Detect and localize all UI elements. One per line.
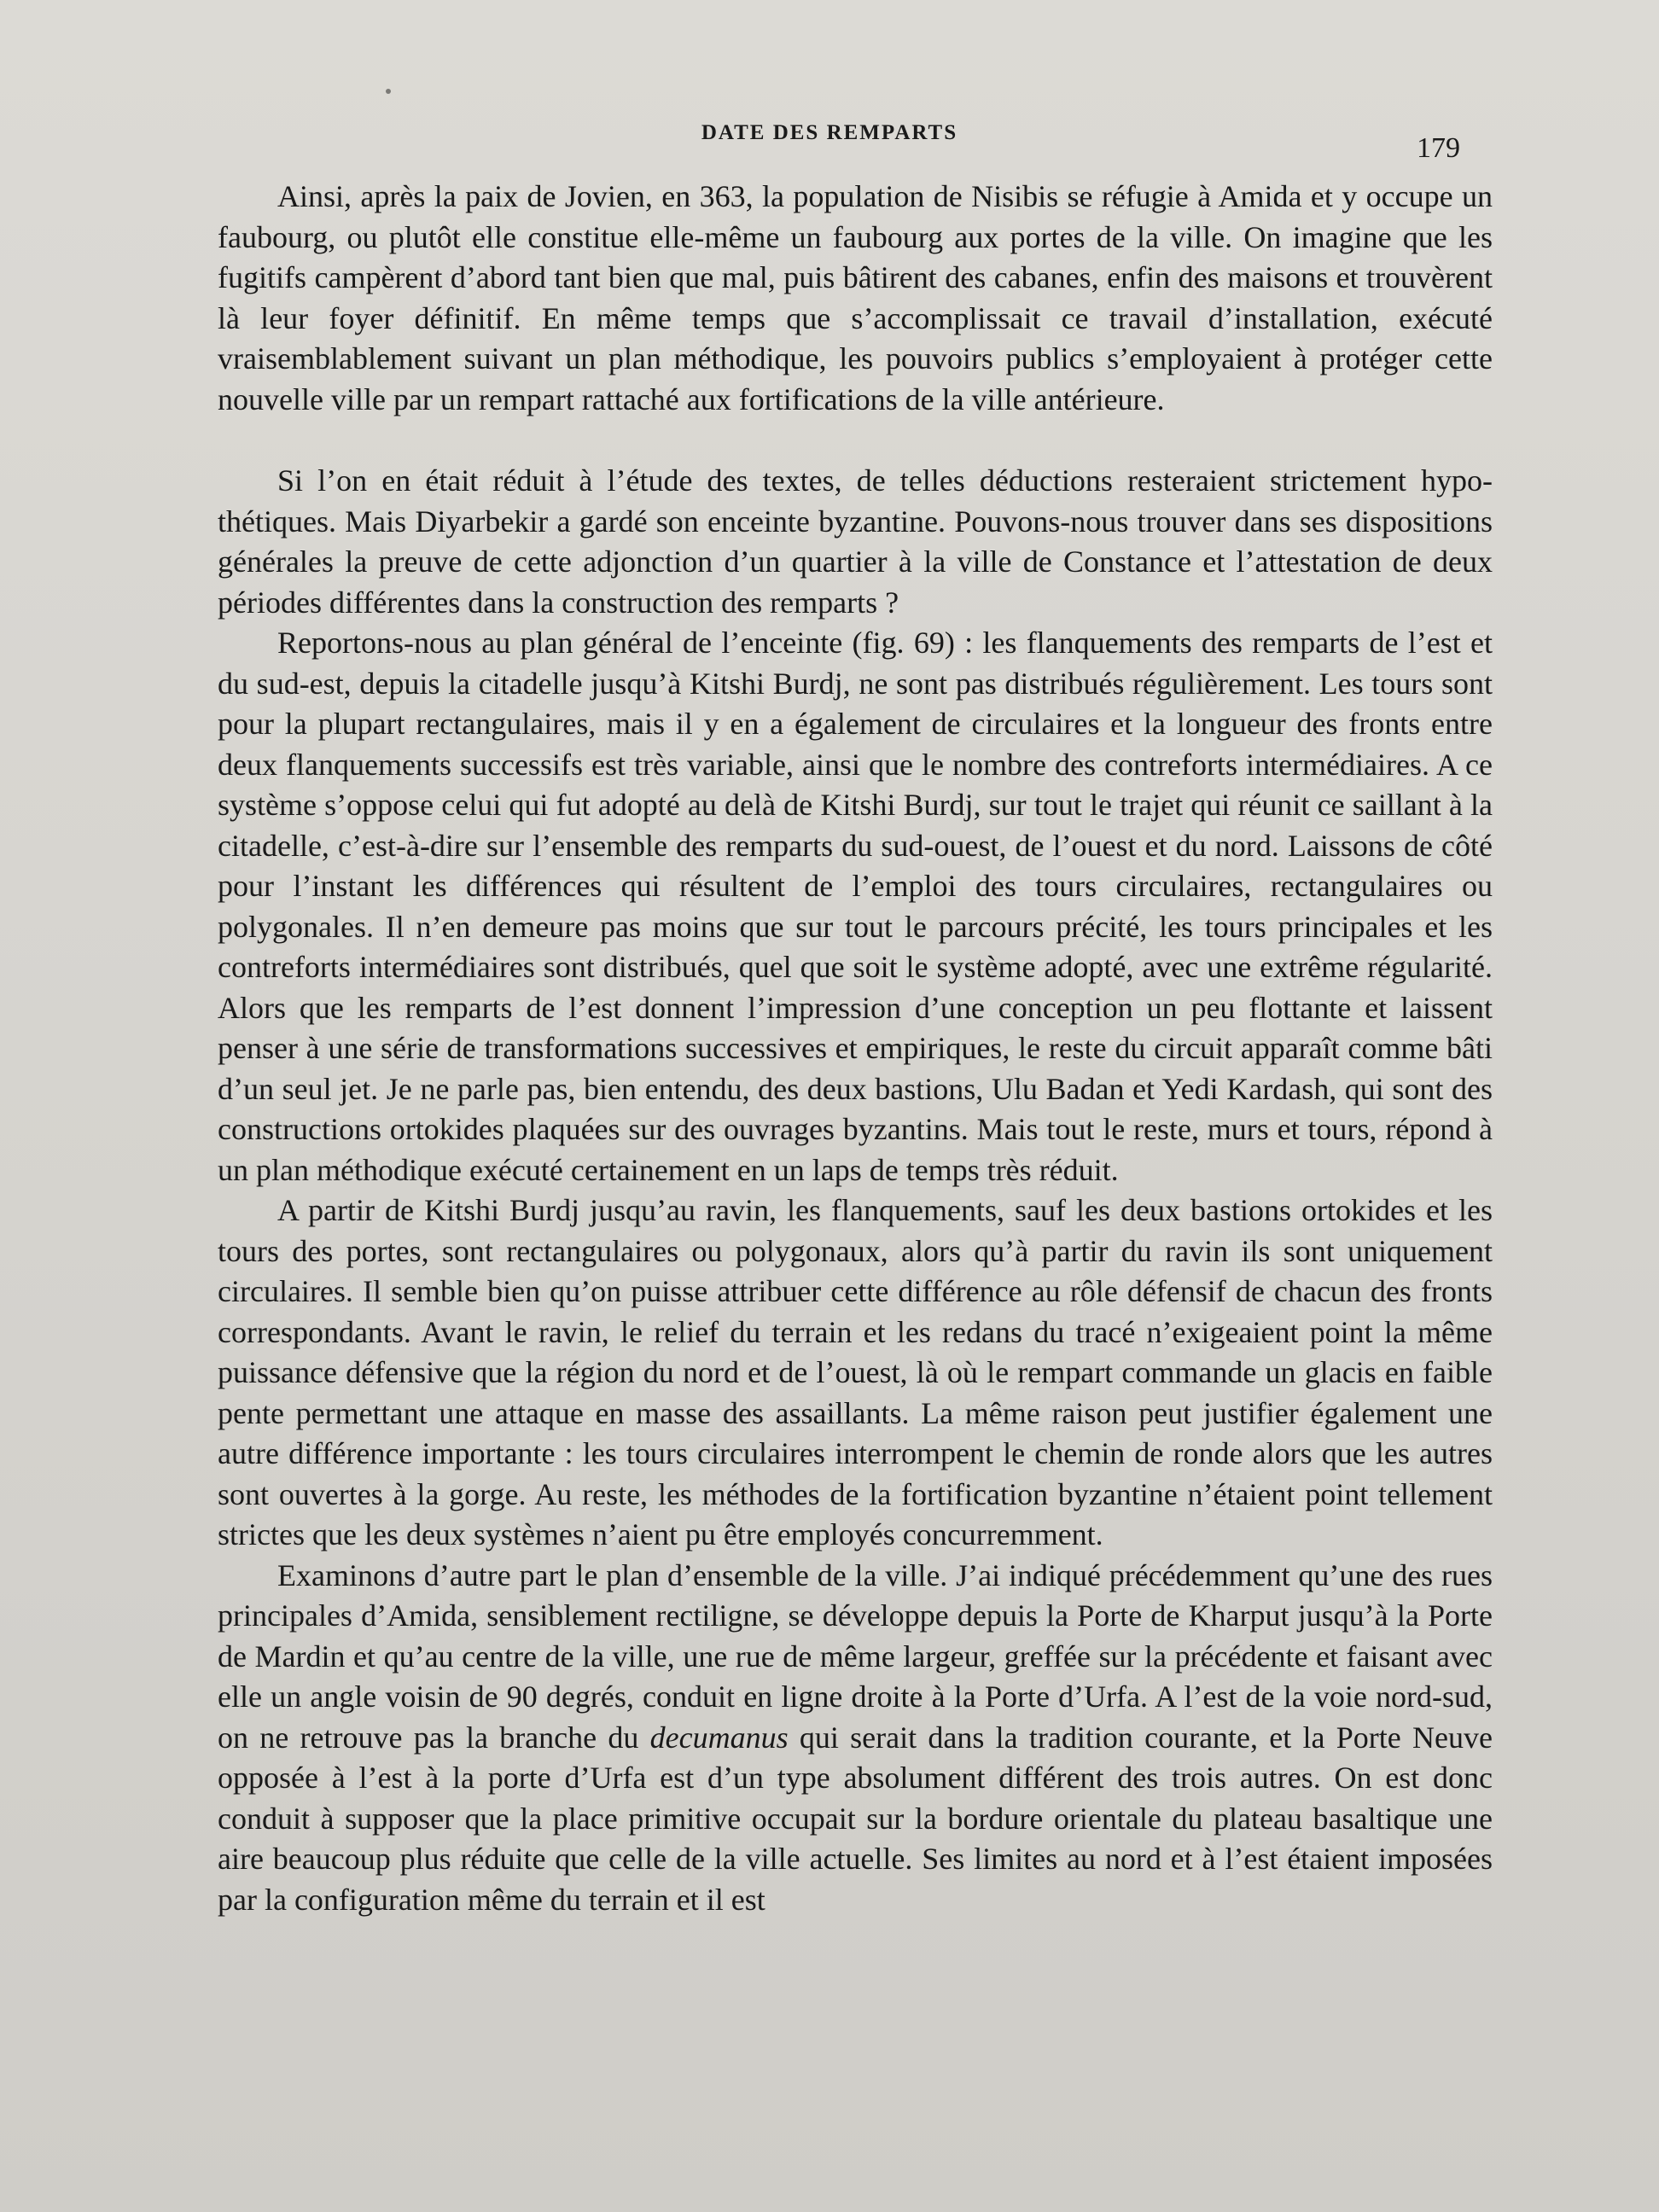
paragraph-5 [218,1556,1493,1921]
decumanus-term: decumanus [649,1720,789,1755]
paragraph-4: A partir de Kitshi Burdj jusqu’au ravin, les flanquements, sauf les deux bastions ortokides et les tours des portes, sont rectangulaires ou polygonaux, alors qu’à partir du ravin ils sont uniquement circulaires. Il semble bien qu’on puisse attribuer cette différence au rôle défensif de chacun des fronts correspondants. Avant le ravin, le relief du terrain et les redans du tracé n’exigeaient point la même puissance défensive que la région du nord et de l’ouest, là où le rempart commande un glacis en faible pente permettant une attaque en masse des assaillants. La même raison peut justifier également une autre différence importante : les tours circulaires interrompent le chemin de ronde alors que les autres sont ouvertes à la gorge. Au reste, les méthodes de la fortification byzantine n’étaient point tellement strictes que les deux systèmes n’aient pu être employés concurremment. [218,1193,1493,1551]
running-head: DATE DES REMPARTS [701,121,958,144]
paragraph-5-text-a: Examinons d’autre part le plan d’ensemble de la ville. J’ai indiqué précédemment qu’une des rues principales d’Amida, sensiblement rectiligne, se développe depuis la Porte de Kharput jusqu’à la Porte de Mardin et qu’au centre de la ville, une rue de même largeur, greffée sur la précédente et faisant avec elle un angle voisin de 90 degrés, conduit en ligne droite à la Porte d’Urfa. A l’est de la voie nord-sud, on ne retrouve pas la branche du [218,1557,1493,1755]
paragraph-3: Reportons-nous au plan général de l’enceinte (fig. 69) : les flanquements des remparts de l’est et du sud-est, depuis la citadelle jusqu’à Kitshi Burdj, ne sont pas distribués régulièrement. Les tours sont pour la plupart rectangulaires, mais il y en a également de circulaires et la longueur des fronts entre deux flanquements successifs est très variable, ainsi que le nombre des contreforts intermédiaires. A ce système s’oppose celui qui fut adopté au delà de Kitshi Burdj, sur tout le trajet qui réunit ce saillant à la citadelle, c’est-à-dire sur l’ensemble des remparts du sud-ouest, de l’ouest et du nord. Laissons de côté pour l’instant les différences qui résultent de l’emploi des tours circulaires, rectangulaires ou polygonales. Il n’en demeure pas moins que sur tout le parcours précité, les tours principales et les contreforts intermédiaires sont distribués, quel que soit le système adopté, avec une extrême régularité. Alors que les remparts de l’est donnent l’impression d’une conception un peu flottante et laissent penser à une série de transformations successives et empiriques, le reste du circuit apparaît comme bâti d’un seul jet. Je ne parle pas, bien entendu, des deux bastions, Ulu Badan et Yedi Kardash, qui sont des constructions ortokides plaquées sur des ouvrages byzantins. Mais tout le reste, murs et tours, répond à un plan méthodique exécuté certainement en un laps de temps très réduit. [218,626,1493,1187]
paragraph-1: Ainsi, après la paix de Jovien, en 363, la population de Nisibis se réfugie à Amida et y occupe un faubourg, ou plutôt elle constitue elle-même un faubourg aux portes de la ville. On imagine que les fugitifs campèrent d’abord tant bien que mal, puis bâtirent des cabanes, enfin des maisons et trouvèrent là leur foyer définitif. En même temps que s’accomplissait ce travail d’installation, exécuté vraisemblablement suivant un plan méthodique, les pouvoirs publics s’employaient à protéger cette nouvelle ville par un rempart rattaché aux fortifications de la ville antérieure. [218,179,1493,416]
paragraph-2: Si l’on en était réduit à l’étude des textes, de telles déductions resteraient strictement hypothétiques. Mais Diyarbekir a gardé son enceinte byzantine. Pouvons-nous trouver dans ses dispositions générales la preuve de cette adjonction d’un quartier à la ville de Constance et l’attestation de deux périodes différentes dans la construction des remparts ? [218,463,1493,620]
page-number: 179 [1417,132,1460,164]
body-text [218,177,1493,1920]
speck-mark [386,89,391,94]
paragraph-5-text-b: qui serait dans la tradition courante, et la Porte Neuve opposée à l’est à la porte d’Urfa est d’un type absolument différent des trois autres. On est donc conduit à supposer que la place primitive occupait sur la bordure orientale du plateau basaltique une aire beaucoup plus réduite que celle de la ville actuelle. Ses limites au nord et à l’est étaient imposées par la configuration même du terrain et il est [218,1720,1493,1917]
